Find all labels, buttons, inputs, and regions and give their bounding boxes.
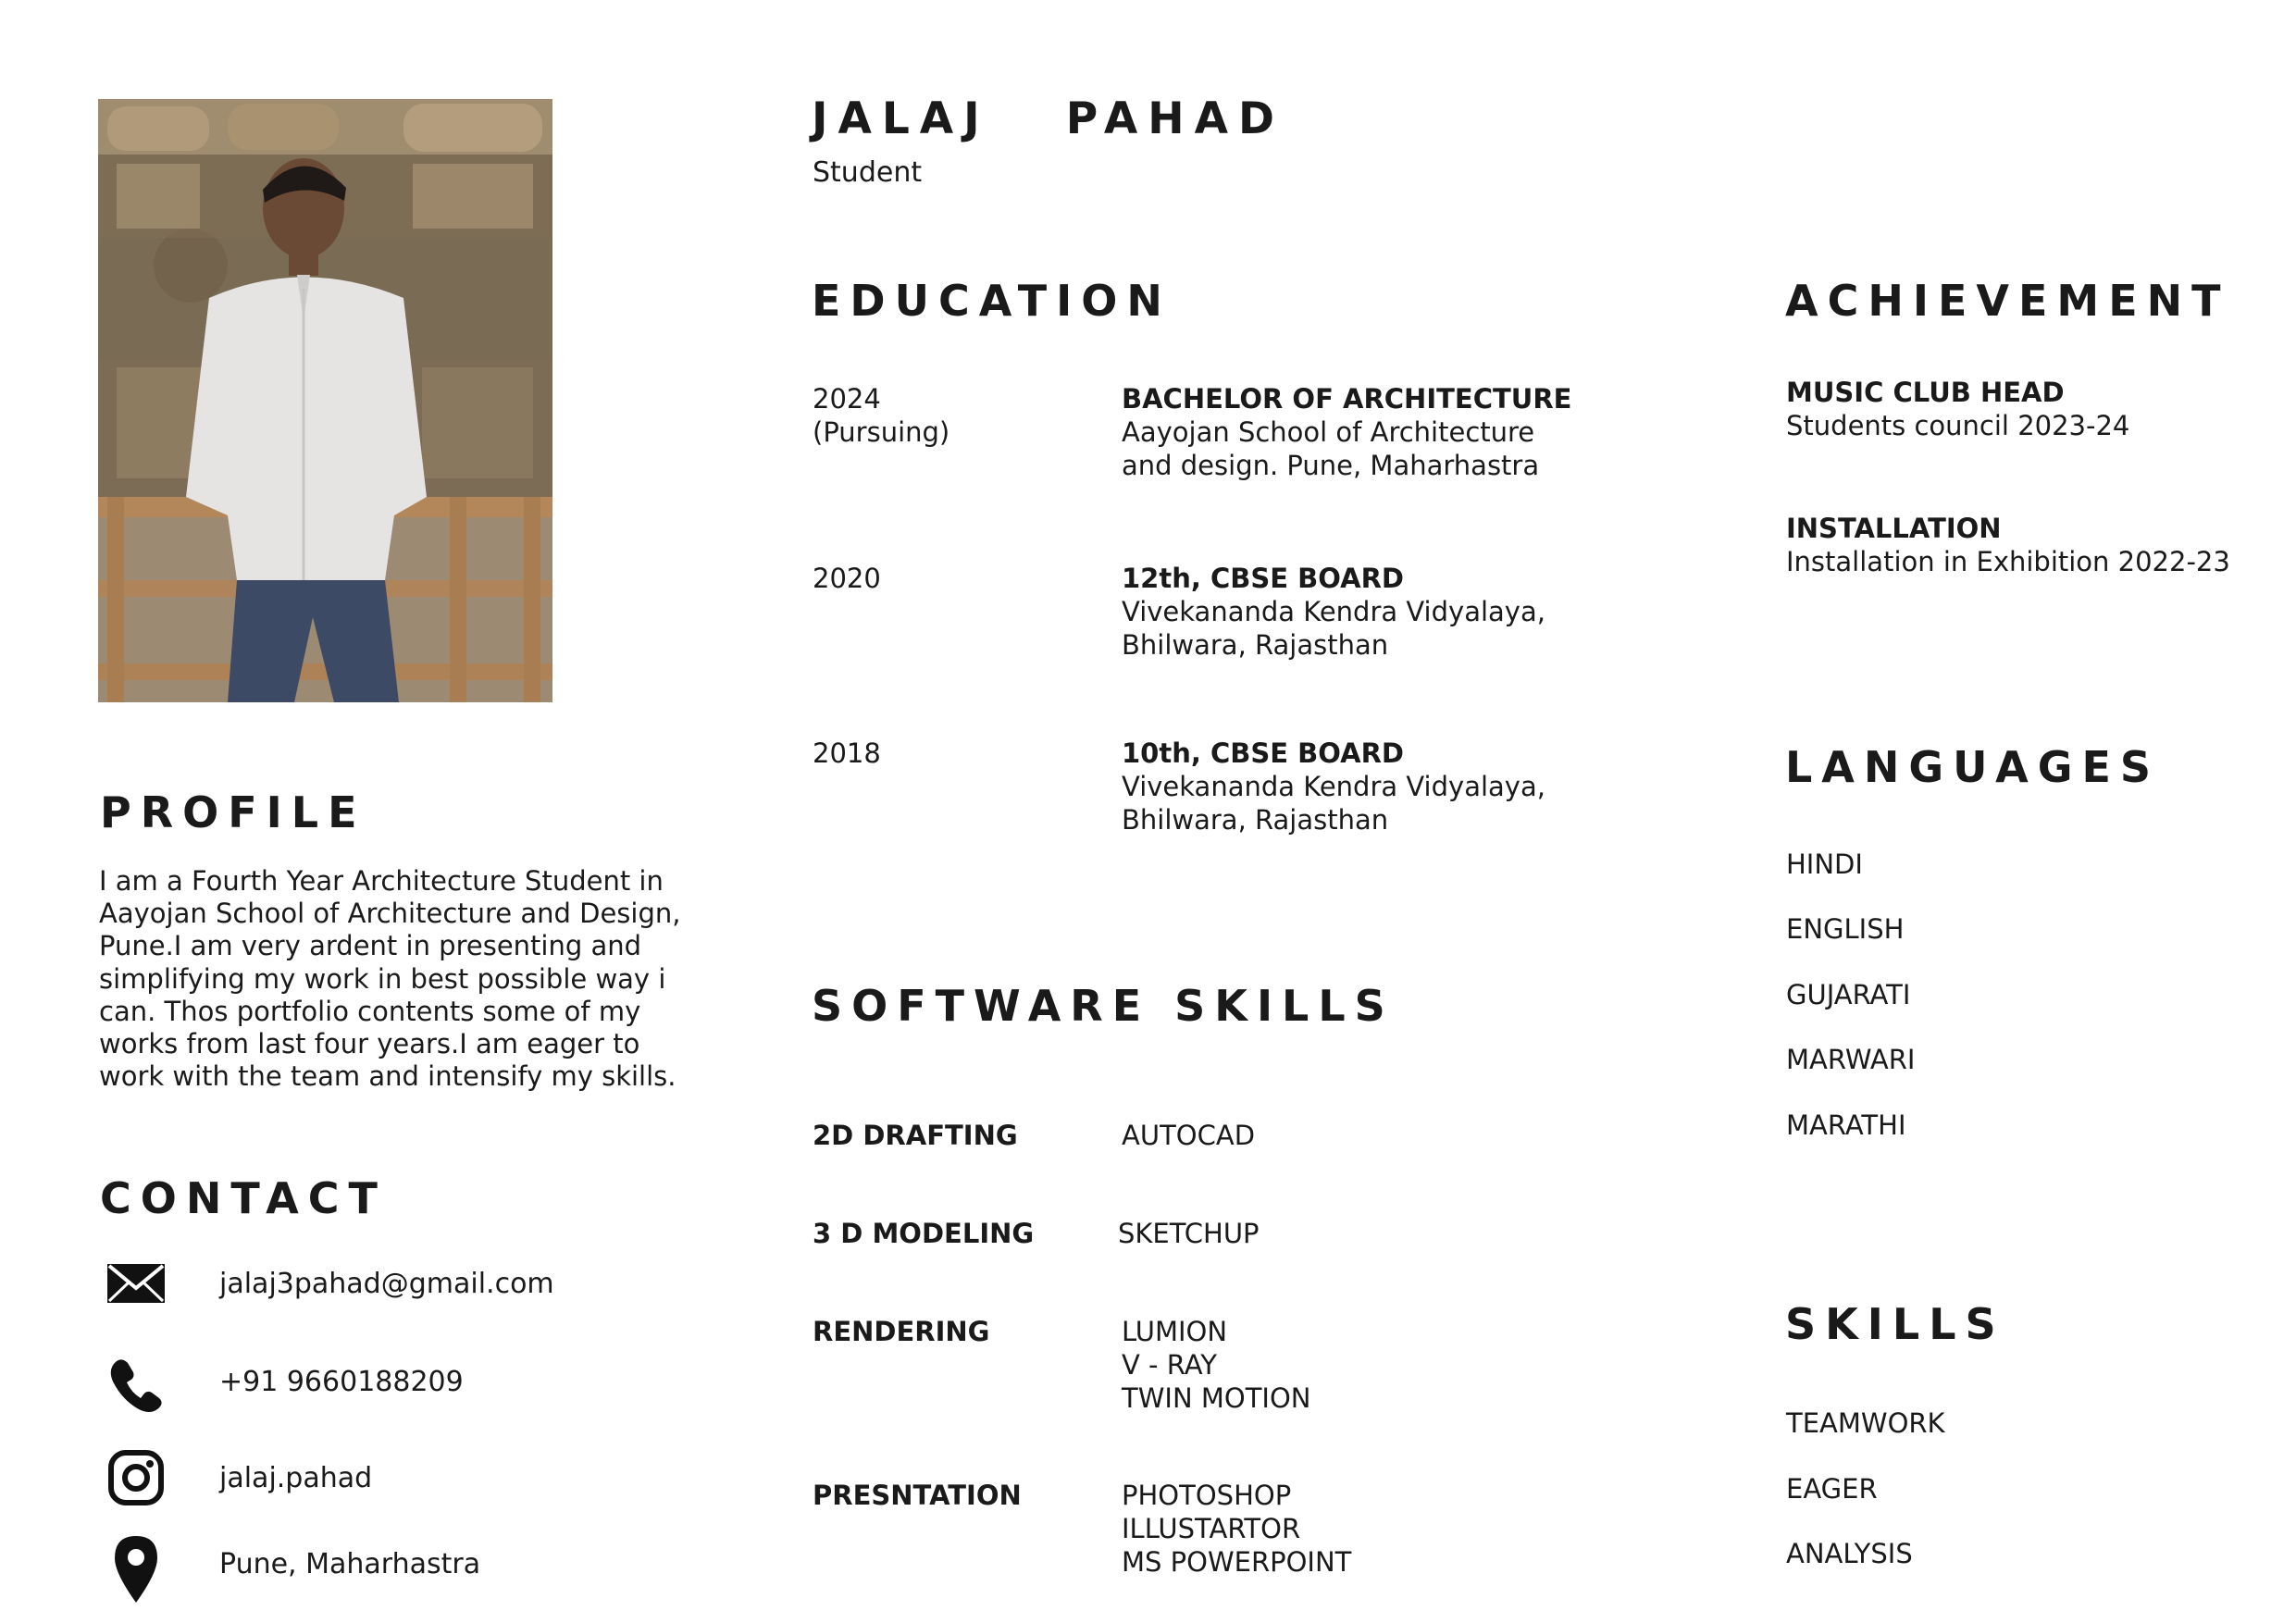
language-item: ENGLISH bbox=[1786, 913, 1905, 945]
instagram-handle[interactable]: jalaj.pahad bbox=[219, 1462, 373, 1494]
achievement-item bbox=[1786, 512, 2267, 578]
skill-item: ANALYSIS bbox=[1786, 1538, 1913, 1569]
phone-icon bbox=[104, 1350, 168, 1415]
education-year bbox=[813, 737, 881, 770]
education-entry bbox=[1122, 382, 1640, 482]
software-category: PRESNTATION bbox=[813, 1480, 1022, 1511]
education-detail: and design. Pune, Maharhastra bbox=[1122, 450, 1540, 481]
achievement-detail: Students council 2023-24 bbox=[1786, 410, 2130, 441]
software-tool: AUTOCAD bbox=[1122, 1120, 1256, 1151]
software-tool: ILLUSTARTOR bbox=[1122, 1513, 1301, 1544]
education-entry bbox=[1122, 562, 1640, 662]
languages-heading: LANGUAGES bbox=[1785, 742, 2161, 792]
skill-item: EAGER bbox=[1786, 1473, 1878, 1505]
education-year bbox=[813, 562, 881, 595]
education-detail: Vivekananda Kendra Vidyalaya, bbox=[1122, 596, 1545, 627]
envelope-icon bbox=[104, 1251, 168, 1316]
profile-line: Aayojan School of Architecture and Design, bbox=[99, 898, 681, 930]
person-name: JALAJ PAHAD bbox=[812, 93, 1285, 144]
software-tool-list bbox=[1122, 1315, 1311, 1415]
achievement-detail: Installation in Exhibition 2022-23 bbox=[1786, 546, 2230, 577]
achievement-heading: ACHIEVEMENT bbox=[1785, 276, 2230, 326]
skill-item: TEAMWORK bbox=[1786, 1407, 1945, 1439]
education-year-value: 2018 bbox=[813, 737, 881, 769]
education-detail: Vivekananda Kendra Vidyalaya, bbox=[1122, 771, 1545, 802]
education-detail: Aayojan School of Architecture bbox=[1122, 416, 1535, 448]
profile-line: can. Thos portfolio contents some of my bbox=[99, 995, 641, 1027]
software-skills-heading: SOFTWARE SKILLS bbox=[812, 981, 1395, 1031]
profile-line: works from last four years.I am eager to bbox=[99, 1028, 640, 1060]
education-title: 12th, CBSE BOARD bbox=[1122, 563, 1404, 594]
language-item: MARATHI bbox=[1786, 1109, 1906, 1141]
email-link[interactable]: jalaj3pahad@gmail.com bbox=[219, 1268, 554, 1300]
education-entry bbox=[1122, 737, 1640, 836]
profile-line: work with the team and intensify my skills. bbox=[99, 1060, 676, 1093]
profile-line: simplifying my work in best possible way i bbox=[99, 962, 666, 995]
education-year-value: 2020 bbox=[813, 563, 881, 594]
person-role: Student bbox=[813, 156, 923, 189]
phone-number[interactable]: +91 9660188209 bbox=[219, 1366, 464, 1398]
language-item: MARWARI bbox=[1786, 1044, 1916, 1075]
education-year-value: 2024 bbox=[813, 383, 881, 415]
instagram-icon bbox=[104, 1445, 168, 1510]
software-tool: PHOTOSHOP bbox=[1122, 1480, 1292, 1511]
software-category: RENDERING bbox=[813, 1316, 990, 1347]
profile-photo bbox=[98, 99, 552, 702]
achievement-item bbox=[1786, 376, 2267, 442]
software-tool: TWIN MOTION bbox=[1122, 1382, 1311, 1414]
software-category: 3 D MODELING bbox=[813, 1218, 1035, 1249]
education-detail: Bhilwara, Rajasthan bbox=[1122, 629, 1389, 661]
software-tool-list bbox=[1122, 1479, 1351, 1579]
profile-line: I am a Fourth Year Architecture Student in bbox=[99, 865, 664, 897]
language-item: GUJARATI bbox=[1786, 979, 1911, 1010]
education-title: BACHELOR OF ARCHITECTURE bbox=[1122, 383, 1572, 415]
skills-heading: SKILLS bbox=[1785, 1299, 2005, 1349]
profile-heading: PROFILE bbox=[100, 787, 366, 837]
language-item: HINDI bbox=[1786, 849, 1863, 880]
software-tool: MS POWERPOINT bbox=[1122, 1546, 1352, 1578]
profile-summary bbox=[99, 865, 710, 1093]
software-tool: LUMION bbox=[1122, 1316, 1228, 1347]
location-text: Pune, Maharhastra bbox=[219, 1548, 481, 1580]
education-year bbox=[813, 382, 949, 449]
profile-line: Pune.I am very ardent in presenting and bbox=[99, 930, 642, 962]
achievement-title: MUSIC CLUB HEAD bbox=[1786, 377, 2065, 408]
achievement-title: INSTALLATION bbox=[1786, 513, 2002, 544]
software-category: 2D DRAFTING bbox=[813, 1120, 1018, 1151]
education-year-note: (Pursuing) bbox=[813, 416, 950, 448]
contact-heading: CONTACT bbox=[100, 1173, 387, 1223]
software-tool: SKETCHUP bbox=[1118, 1218, 1260, 1249]
location-pin-icon bbox=[104, 1532, 168, 1606]
software-tool: V - RAY bbox=[1122, 1349, 1218, 1381]
education-detail: Bhilwara, Rajasthan bbox=[1122, 804, 1389, 836]
education-heading: EDUCATION bbox=[812, 276, 1172, 326]
education-title: 10th, CBSE BOARD bbox=[1122, 737, 1404, 769]
